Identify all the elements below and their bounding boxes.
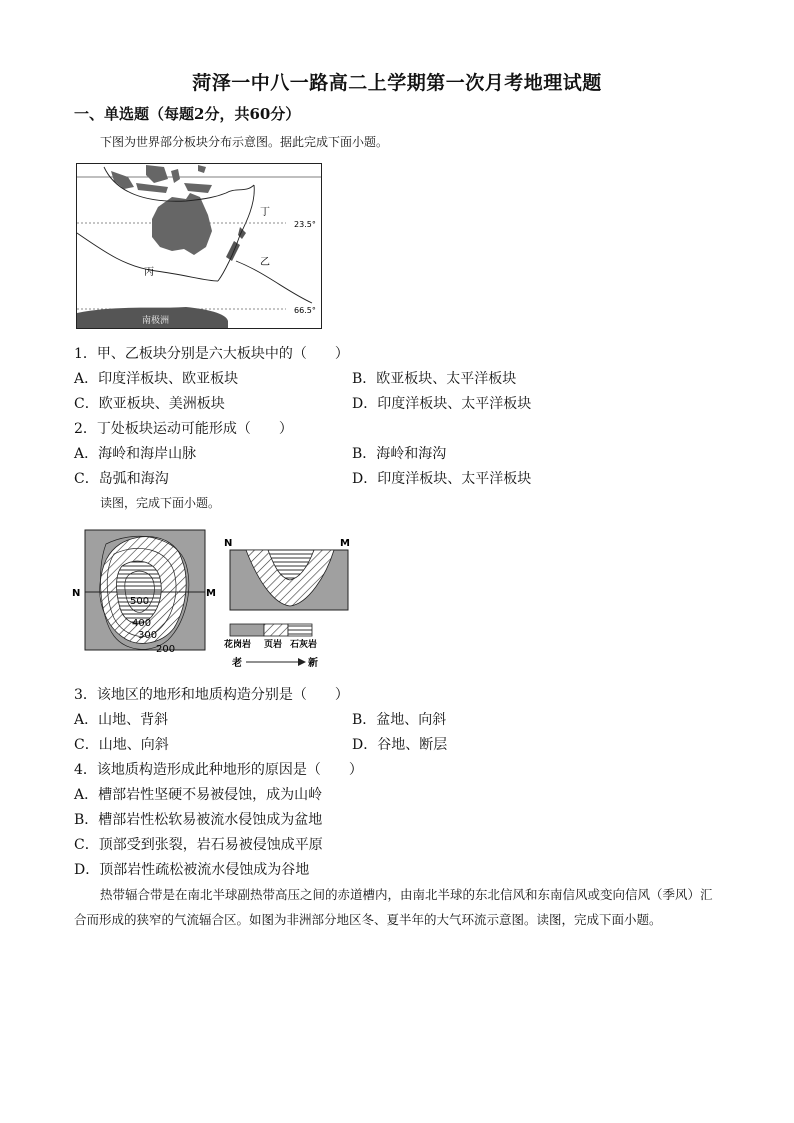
label-lat-66: 66.5°: [294, 306, 316, 315]
q4-option-b[interactable]: B．槽部岩性松软易被流水侵蚀成为盆地: [74, 812, 323, 828]
question-2-stem: 2．丁处板块运动可能形成（ ）: [74, 421, 293, 437]
q2-option-a[interactable]: A．海岭和海岸山脉: [74, 446, 197, 462]
q1-option-b[interactable]: B．欧亚板块、太平洋板块: [352, 371, 517, 387]
legend: [223, 624, 318, 669]
intro-text-1: 下图为世界部分板块分布示意图。据此完成下面小题。: [100, 135, 389, 149]
label-ding: 丁: [260, 207, 270, 218]
q3-option-d[interactable]: D．谷地、断层: [352, 737, 448, 753]
contour-label-200: 200: [156, 644, 176, 655]
map-label-n: N: [72, 588, 81, 599]
legend-granite-label: 花岗岩: [224, 640, 252, 650]
q1-option-c[interactable]: C．欧亚板块、美洲板块: [74, 396, 225, 412]
label-antarctica: 南极洲: [142, 316, 170, 326]
geology-figure: [68, 524, 358, 674]
section-label-n: N: [224, 538, 233, 549]
question-1-stem: 1．甲、乙板块分别是六大板块中的（ ）: [74, 346, 349, 362]
intro-text-2: 读图，完成下面小题。: [100, 496, 221, 510]
contour-label-500: 500: [130, 596, 150, 607]
q2-option-b[interactable]: B．海岭和海沟: [352, 446, 447, 462]
q4-option-d[interactable]: D．顶部岩性疏松被流水侵蚀成为谷地: [74, 862, 310, 878]
legend-shale-label: 页岩: [264, 640, 283, 650]
cross-section: [224, 538, 350, 610]
q2-option-c[interactable]: C．岛弧和海沟: [74, 471, 169, 487]
label-lat-23: 23.5°: [294, 220, 316, 229]
legend-limestone-label: 石灰岩: [290, 640, 318, 650]
q1-option-a[interactable]: A．印度洋板块、欧亚板块: [74, 371, 239, 387]
contour-label-400: 400: [132, 618, 152, 629]
legend-limestone-swatch: [288, 624, 312, 636]
legend-new-label: 新: [308, 658, 318, 669]
q3-option-a[interactable]: A．山地、背斜: [74, 712, 169, 728]
section-label-m: M: [340, 538, 350, 549]
question-3-stem: 3．该地区的地形和地质构造分别是（ ）: [74, 687, 349, 703]
q2-option-d[interactable]: D．印度洋板块、太平洋板块: [352, 471, 532, 487]
q1-option-d[interactable]: D．印度洋板块、太平洋板块: [352, 396, 532, 412]
page-title: 菏泽一中八一路高二上学期第一次月考地理试题: [192, 72, 602, 94]
label-yi: 乙: [260, 257, 270, 268]
label-bing: 丙: [144, 267, 154, 278]
q4-option-c[interactable]: C．顶部受到张裂，岩石易被侵蚀成平原: [74, 837, 323, 853]
section-heading: 一、单选题（每题2分，共60分）: [74, 105, 301, 123]
contour-map: [72, 530, 216, 655]
question-4-stem: 4．该地质构造形成此种地形的原因是（ ）: [74, 762, 363, 778]
legend-old-label: 老: [232, 658, 242, 669]
age-arrow-head: [298, 658, 306, 666]
map-label-m: M: [206, 588, 216, 599]
legend-granite-swatch: [230, 624, 264, 636]
q3-option-c[interactable]: C．山地、向斜: [74, 737, 169, 753]
legend-shale-swatch: [264, 624, 288, 636]
q3-option-b[interactable]: B．盆地、向斜: [352, 712, 447, 728]
q4-option-a[interactable]: A．槽部岩性坚硬不易被侵蚀，成为山岭: [74, 787, 323, 803]
contour-label-300: 300: [138, 630, 158, 641]
label-jia: 甲: [170, 186, 180, 196]
plate-map-figure: [76, 163, 322, 329]
intro-text-3: 热带辐合带是在南北半球副热带高压之间的赤道槽内，由南北半球的东北信风和东南信风或变向信风（季风）汇合而形成的狭窄的气流辐合区。如图为非洲部分地区冬、夏半年的大气环流示意图。读图，完成下面小题。: [74, 887, 713, 927]
